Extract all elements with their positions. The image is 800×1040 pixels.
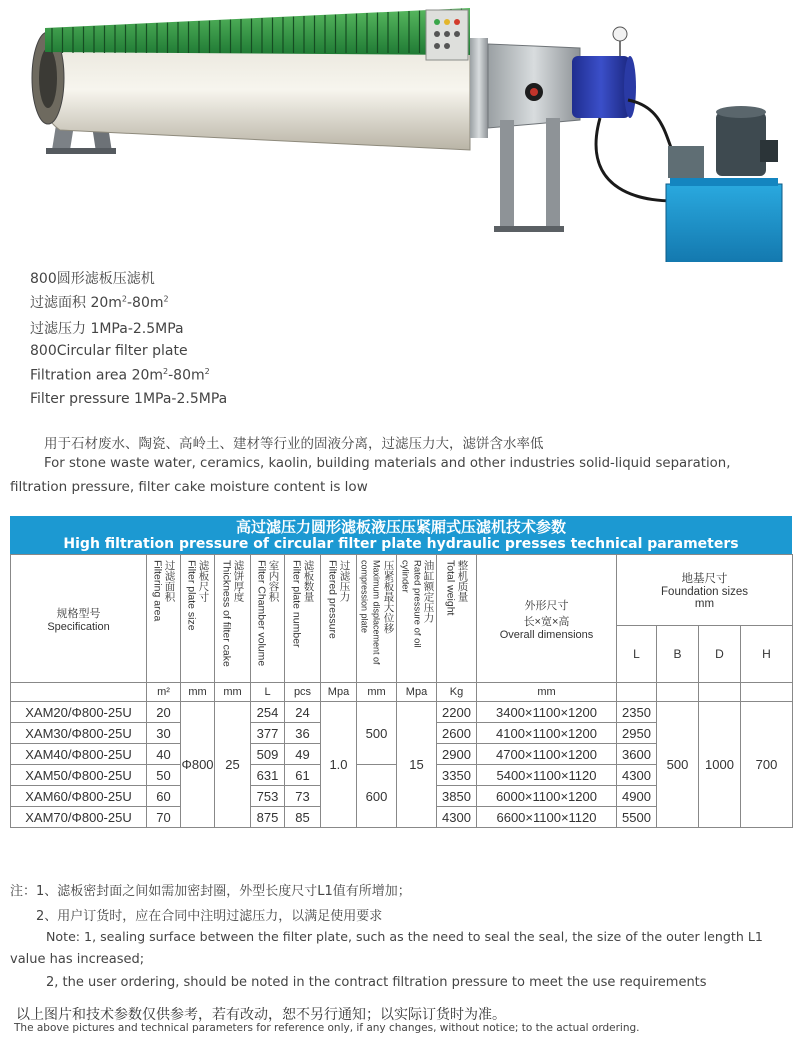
cell-dimensions: 4100×1100×1200 (477, 723, 617, 744)
cell-D-merged: 1000 (699, 702, 741, 828)
cell-plate-number: 24 (285, 702, 321, 723)
cell-B-merged: 500 (657, 702, 699, 828)
usage-en-line1: For stone waste water, ceramics, kaolin, building materials and other industries solid-liquid separation, (44, 456, 731, 471)
table-title-en: High filtration pressure of circular filter plate hydraulic presses technical parameters (63, 536, 739, 552)
cell-plate-number: 36 (285, 723, 321, 744)
cell-model: XAM70/Φ800-25U (11, 807, 147, 828)
cell-area: 50 (147, 765, 181, 786)
header-overall-dimensions: 外形尺寸 长×宽×高 Overall dimensions (477, 555, 617, 683)
header-displacement: 压紧板最大位移 Maximum displacement of compression plate (357, 555, 397, 683)
cell-L: 4300 (617, 765, 657, 786)
header-total-weight: 整机质量 Total weight (437, 555, 477, 683)
electric-control-box (426, 10, 468, 60)
header-plate-size: 滤板尺寸 Filter plate size (181, 555, 215, 683)
unit-thick: mm (215, 683, 251, 702)
cell-dimensions: 6000×1100×1200 (477, 786, 617, 807)
table-title-bar (10, 516, 792, 554)
cell-area: 20 (147, 702, 181, 723)
cell-area: 70 (147, 807, 181, 828)
header-plate-number: 滤板数量 Filter plate number (285, 555, 321, 683)
header-spec: 规格型号 Specification (11, 555, 147, 683)
note-cn-1: 注：1、滤板密封面之间如需加密封圈，外型长度尺寸L1值有所增加； (10, 884, 411, 899)
cell-H-merged: 700 (741, 702, 793, 828)
caption-en-pressure: Filter pressure 1MPa-2.5MPa (30, 391, 228, 407)
technical-parameters-table (10, 554, 793, 828)
unit-disp: mm (357, 683, 397, 702)
cell-volume: 509 (251, 744, 285, 765)
unit-cyl: Mpa (397, 683, 437, 702)
cell-dimensions: 3400×1100×1200 (477, 702, 617, 723)
cell-displacement-600: 600 (357, 765, 397, 828)
header-D: D (699, 626, 741, 683)
cell-volume: 875 (251, 807, 285, 828)
cell-L: 3600 (617, 744, 657, 765)
unit-H (741, 683, 793, 702)
table-row (11, 702, 793, 723)
unit-num: pcs (285, 683, 321, 702)
cell-volume: 254 (251, 702, 285, 723)
hydraulic-station (664, 106, 782, 262)
cell-weight: 2900 (437, 744, 477, 765)
cell-plate-number: 85 (285, 807, 321, 828)
cell-weight: 2600 (437, 723, 477, 744)
caption-cn-title: 800圆形滤板压滤机 (30, 271, 155, 287)
cell-model: XAM50/Φ800-25U (11, 765, 147, 786)
filter-press-machine-illustration (0, 0, 800, 262)
thrust-head-frame (470, 38, 580, 232)
cell-model: XAM40/Φ800-25U (11, 744, 147, 765)
footer-disclaimer-cn: 以上图片和技术参数仅供参考，若有改动，恕不另行通知；以实际订货时为准。 (16, 1007, 506, 1023)
cell-plate-size-merged: Φ800 (181, 702, 215, 828)
header-cylinder-pressure: 油缸额定压力 Rated pressure of oil cylinder (397, 555, 437, 683)
cell-plate-number: 73 (285, 786, 321, 807)
header-L: L (617, 626, 657, 683)
table-header-row (11, 555, 793, 626)
cell-dimensions: 5400×1100×1120 (477, 765, 617, 786)
header-chamber-volume: 室内容积 Filter Chamber volume (251, 555, 285, 683)
header-area: 过滤面积 Filtering area (147, 555, 181, 683)
cell-L: 5500 (617, 807, 657, 828)
table-title-cn: 高过滤压力圆形滤板液压压紧厢式压滤机技术参数 (235, 518, 566, 536)
cell-volume: 377 (251, 723, 285, 744)
note-en-1a: Note: 1, sealing surface between the filter plate, such as the need to seal the seal, the size of the outer length L1 (46, 929, 763, 944)
cell-L: 2350 (617, 702, 657, 723)
cell-model: XAM60/Φ800-25U (11, 786, 147, 807)
header-H: H (741, 626, 793, 683)
unit-area: m² (147, 683, 181, 702)
hydraulic-cylinder (572, 27, 636, 118)
header-filter-pressure: 过滤压力 Filtered pressure (321, 555, 357, 683)
cell-area: 40 (147, 744, 181, 765)
unit-row (11, 683, 793, 702)
caption-cn-area: 过滤面积 $20m^2-80m^2$ (30, 294, 169, 311)
cell-model: XAM20/Φ800-25U (11, 702, 147, 723)
cell-volume: 631 (251, 765, 285, 786)
cell-displacement-500: 500 (357, 702, 397, 765)
cell-plate-number: 61 (285, 765, 321, 786)
note-cn-2: 2、用户订货时，应在合同中注明过滤压力，以满足使用要求 (36, 909, 383, 924)
cell-weight: 3350 (437, 765, 477, 786)
unit-D (699, 683, 741, 702)
note-en-2: 2, the user ordering, should be noted in the contract filtration pressure to meet the use requirements (46, 975, 707, 990)
caption-en-title: 800Circular filter plate (30, 343, 188, 359)
usage-en-line2: filtration pressure, filter cake moisture content is low (10, 479, 368, 495)
cell-area: 30 (147, 723, 181, 744)
unit-dim: mm (477, 683, 617, 702)
caption-cn-pressure: 过滤压力 1MPa-2.5MPa (30, 321, 184, 337)
cell-volume: 753 (251, 786, 285, 807)
cell-area: 60 (147, 786, 181, 807)
header-foundation: 地基尺寸 Foundation sizes mm (617, 555, 793, 626)
unit-size: mm (181, 683, 215, 702)
cell-weight: 2200 (437, 702, 477, 723)
unit-B (657, 683, 699, 702)
header-cake-thickness: 滤饼厚度 Thickness of filter cake (215, 555, 251, 683)
cell-plate-number: 49 (285, 744, 321, 765)
cell-thickness-merged: 25 (215, 702, 251, 828)
unit-press: Mpa (321, 683, 357, 702)
cell-cylinder-merged: 15 (397, 702, 437, 828)
note-en-1b: value has increased; (10, 952, 145, 967)
cell-weight: 3850 (437, 786, 477, 807)
cell-model: XAM30/Φ800-25U (11, 723, 147, 744)
cell-dimensions: 4700×1100×1200 (477, 744, 617, 765)
unit-vol: L (251, 683, 285, 702)
cell-L: 4900 (617, 786, 657, 807)
usage-cn: 用于石材废水、陶瓷、高岭土、建材等行业的固液分离，过滤压力大，滤饼含水率低 (44, 436, 544, 452)
footer-disclaimer-en: The above pictures and technical parameters for reference only, if any changes, without notice; to the actual ordering. (14, 1022, 640, 1034)
cell-L: 2950 (617, 723, 657, 744)
cell-pressure-merged: 1.0 (321, 702, 357, 828)
caption-en-area: Filtration area $20m^2-80m^2$ (30, 367, 210, 384)
header-B: B (657, 626, 699, 683)
unit-wt: Kg (437, 683, 477, 702)
unit-spec (11, 683, 147, 702)
cell-weight: 4300 (437, 807, 477, 828)
unit-L (617, 683, 657, 702)
green-plate-rail (45, 8, 470, 55)
cell-dimensions: 6600×1100×1120 (477, 807, 617, 828)
